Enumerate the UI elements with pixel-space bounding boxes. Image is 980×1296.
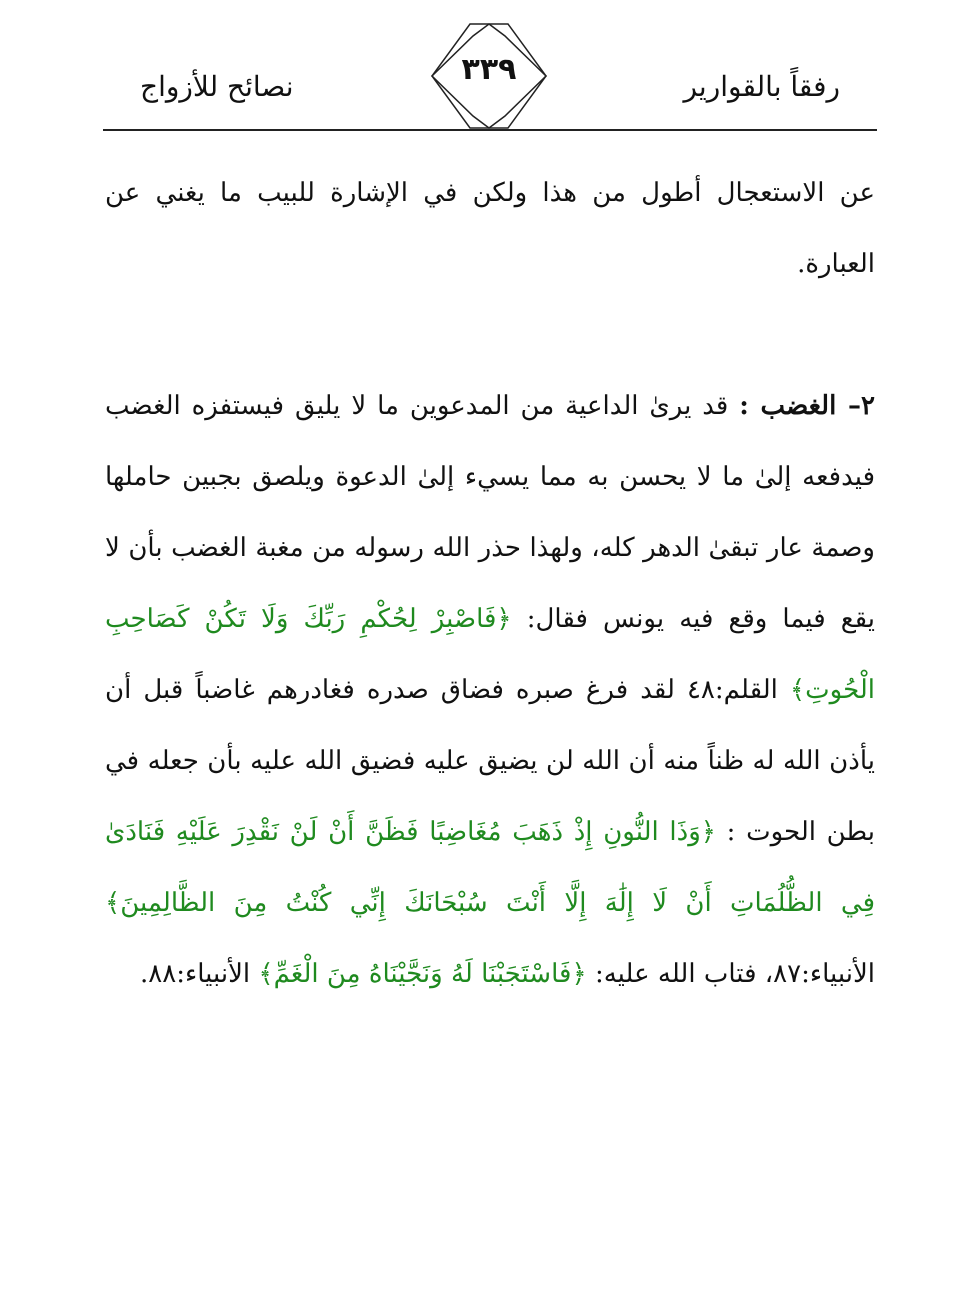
quran-verse-2: ﴿وَذَا النُّونِ إِذْ ذَهَبَ مُغَاضِبًا فَظَنَّ أَنْ لَنْ نَقْدِرَ عَلَيْهِ فَنَادَىٰ فِي الظُّلُمَاتِ أَنْ لَا إِلَٰهَ إِلَّا أَنْتَ سُبْحَانَكَ إِنِّي كُنْتُ مِنَ الظَّالِمِينَ﴾	[105, 817, 875, 918]
quran-verse-1: ﴿فَاصْبِرْ لِحُكْمِ رَبِّكَ وَلَا تَكُنْ كَصَاحِبِ الْحُوتِ﴾	[105, 604, 875, 705]
page-body	[105, 158, 875, 1010]
section-title: نصائح للأزواج	[140, 70, 294, 103]
paragraph-1	[105, 158, 875, 300]
verse-2-reference: الأنبياء:٨٧،	[756, 959, 875, 989]
page-header	[0, 0, 980, 140]
book-title: رفقاً بالقوارير	[683, 70, 840, 103]
paragraph-2	[105, 371, 875, 1010]
page-number-badge	[430, 22, 548, 130]
paragraph-2-intro: قد يرىٰ الداعية من المدعوين ما لا يليق فيستفزه الغضب فيدفعه إلىٰ ما لا يحسن به مما يسيء إلىٰ الدعوة ويلصق بجبين حاملها وصمة عار تبقىٰ الدهر كله، ولهذا حذر الله رسوله من مغبة الغضب بأن لا يقع فيما وقع فيه يونس فقال:	[105, 391, 875, 634]
header-divider	[103, 129, 877, 131]
paragraph-1-text: عن الاستعجال أطول من هذا ولكن في الإشارة للبيب ما يغني عن العبارة.	[105, 178, 875, 279]
verse-1-reference: القلم:٤٨	[674, 675, 790, 705]
section-heading-anger: ٢– الغضب :	[739, 391, 875, 421]
page-number: ٣٣٩	[461, 52, 517, 87]
paragraph-2-middle: لقد فرغ صبره فضاق صدره فغادرهم غاضباً قبل أن يأذن الله له ظناً منه أن الله لن يضيق عليه فضيق الله عليه بأن جعله في بطن الحوت :	[105, 675, 875, 847]
quran-verse-3: ﴿فَاسْتَجَبْنَا لَهُ وَنَجَّيْنَاهُ مِنَ الْغَمِّ﴾	[258, 959, 587, 989]
verse-3-reference: الأنبياء:٨٨.	[140, 959, 259, 989]
paragraph-2-after: فتاب الله عليه:	[586, 959, 757, 989]
